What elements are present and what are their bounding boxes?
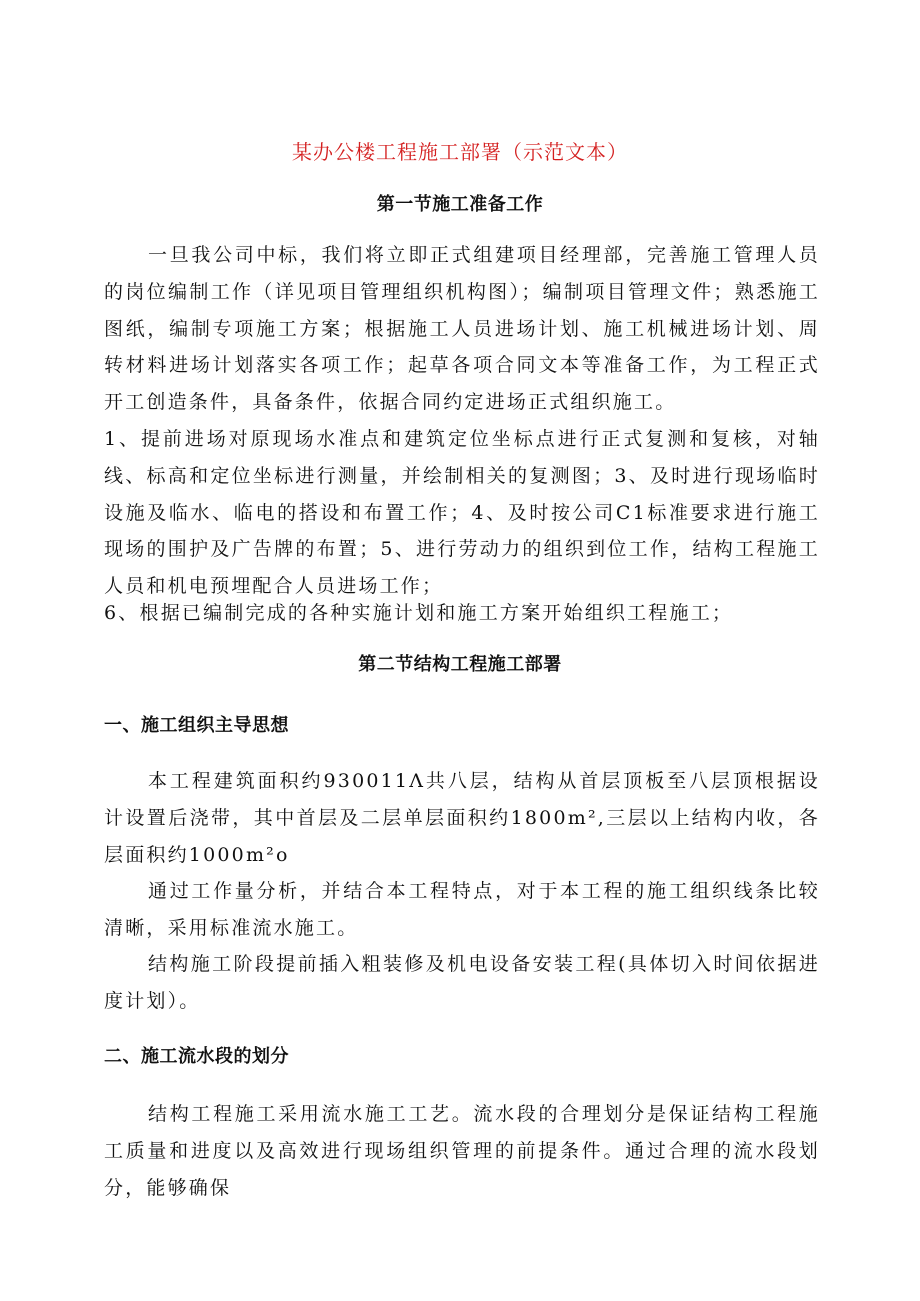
section-title-structure: 第二节结构工程施工部署 [358, 654, 562, 675]
paragraph-workload-analysis: 通过工作量分析，并结合本工程特点，对于本工程的施工组织线条比较清晰，采用标准流水施工。 [104, 880, 820, 939]
paragraph-flow-section-intro: 结构工程施工采用流水施工工艺。流水段的合理划分是保证结构工程施工质量和进度以及高效进行现场组织管理的前提条件。通过合理的流水段划分，能够确保 [104, 1103, 820, 1199]
paragraph-preparation-steps: 1、提前进场对原现场水准点和建筑定位坐标点进行正式复测和复核，对轴线、标高和定位坐标进行测量，并绘制相关的复测图；3、及时进行现场临时设施及临水、临电的搭设和布置工作；4、及时按公司C1标准要求进行施工现场的围护及广告牌的布置；5、进行劳动力的组织到位工作，结构工程施工人员和机电预埋配合人员进场工作； [104, 428, 820, 598]
section-title-preparation: 第一节施工准备工作 [376, 194, 544, 215]
heading-flow-section-division: 二、施工流水段的划分 [104, 1046, 289, 1067]
paragraph-preparation-intro: 一旦我公司中标，我们将立即正式组建项目经理部，完善施工管理人员的岗位编制工作（详见项目管理组织机构图）；编制项目管理文件；熟悉施工图纸，编制专项施工方案；根据施工人员进场计划、施工机械进场计划、周转材料进场计划落实各项工作；起草各项合同文本等准备工作，为工程正式开工创造条件，具备条件，依据合同约定进场正式组织施工。 [104, 244, 820, 414]
paragraph-project-overview: 本工程建筑面积约930011Λ共八层，结构从首层顶板至八层顶根据设计设置后浇带，其中首层及二层单层面积约1800m²,三层以上结构内收，各层面积约1000m²o [104, 770, 820, 866]
paragraph-phase-insertion: 结构施工阶段提前插入粗装修及机电设备安装工程(具体切入时间依据进度计划）。 [104, 953, 820, 1012]
document-title: 某办公楼工程施工部署（示范文本） [292, 140, 628, 164]
paragraph-preparation-step6: 6、根据已编制完成的各种实施计划和施工方案开始组织工程施工； [104, 602, 734, 624]
heading-guiding-idea: 一、施工组织主导思想 [104, 715, 289, 736]
